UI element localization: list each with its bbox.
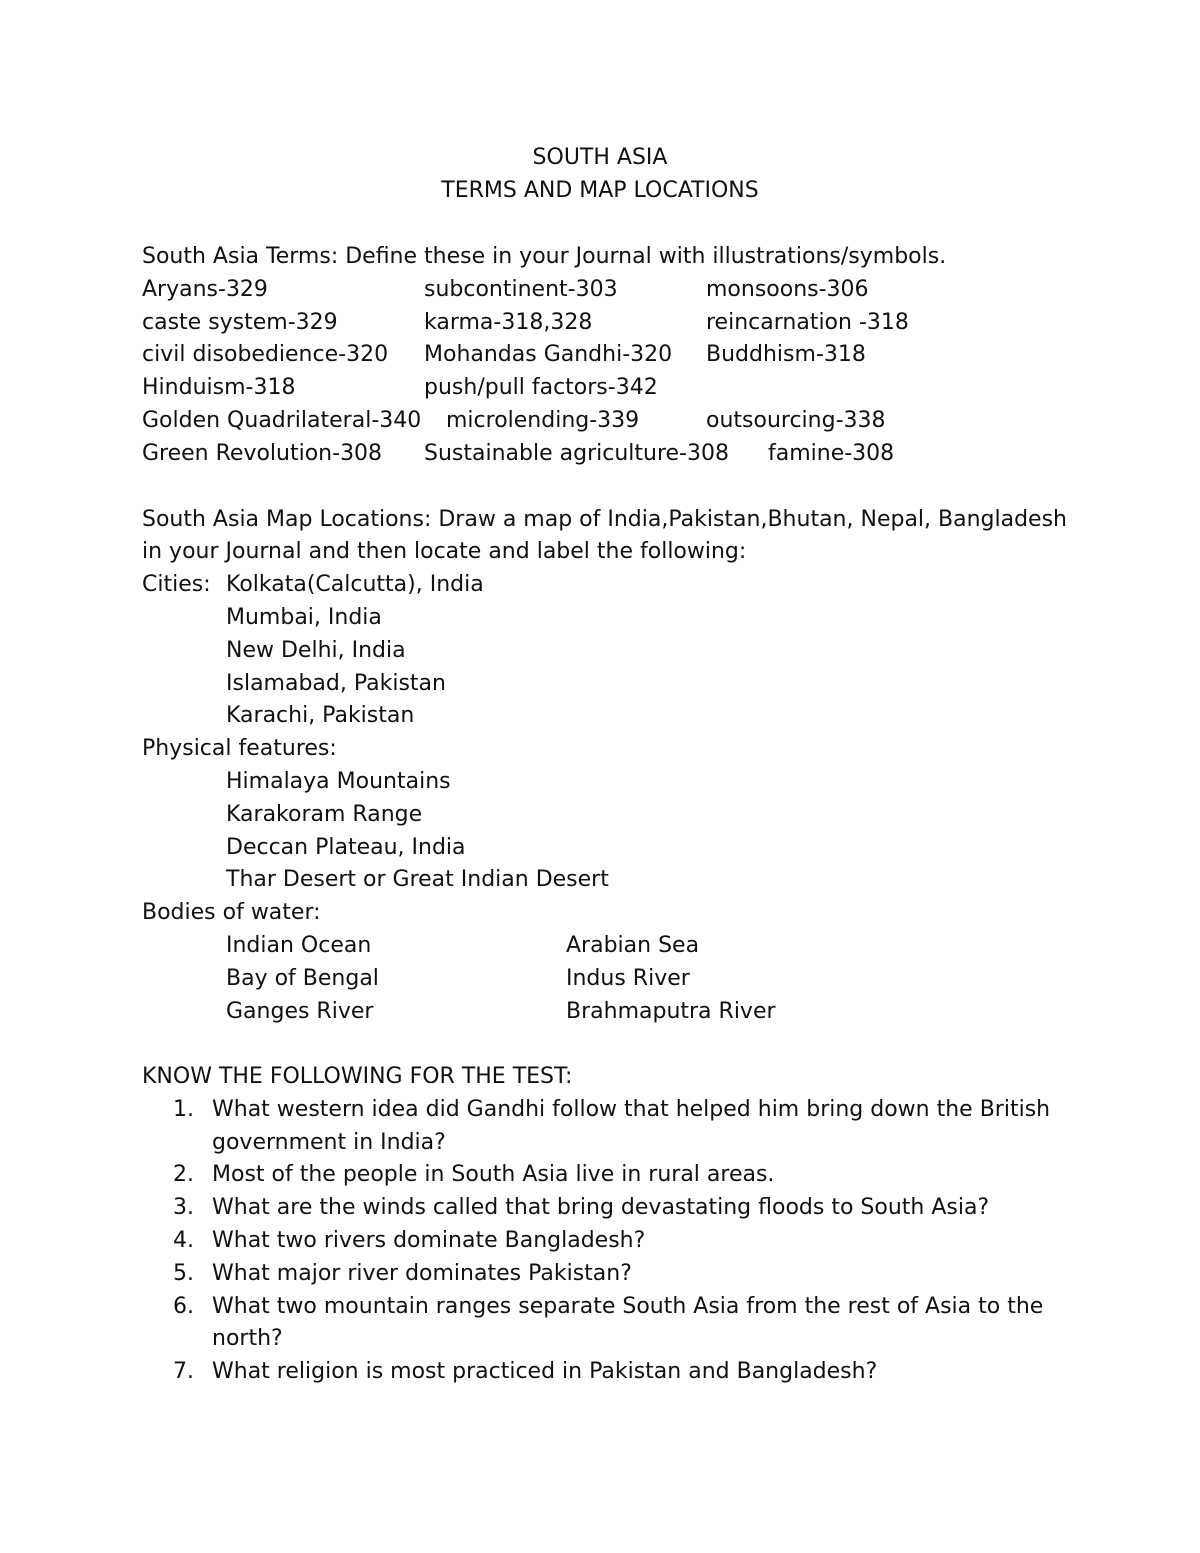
list-number: 6. (173, 1294, 194, 1319)
test-heading: KNOW THE FOLLOWING FOR THE TEST: (142, 1064, 573, 1089)
city-item: Mumbai, India (226, 605, 382, 630)
city-item: New Delhi, India (226, 638, 406, 663)
list-number: 3. (173, 1195, 194, 1220)
physical-item: Karakoram Range (226, 802, 423, 827)
city-item: Karachi, Pakistan (226, 703, 415, 728)
title-line-2: TERMS AND MAP LOCATIONS (441, 178, 759, 203)
term-cell: Aryans-329 (142, 277, 268, 302)
list-number: 1. (173, 1097, 194, 1122)
term-cell: civil disobedience-320 (142, 342, 389, 367)
list-number: 7. (173, 1359, 194, 1384)
question-text: Most of the people in South Asia live in rural areas. (212, 1162, 775, 1187)
list-number: 2. (173, 1162, 194, 1187)
physical-item: Himalaya Mountains (226, 769, 451, 794)
map-intro-line-2: in your Journal and then locate and label the following: (142, 539, 747, 564)
term-cell: caste system-329 (142, 310, 338, 335)
cities-label: Cities: (142, 572, 211, 597)
term-cell: Green Revolution-308 (142, 441, 383, 466)
water-item: Arabian Sea (566, 933, 700, 958)
term-cell: Hinduism-318 (142, 375, 296, 400)
water-item: Bay of Bengal (226, 966, 379, 991)
list-number: 4. (173, 1228, 194, 1253)
question-text: What are the winds called that bring devastating floods to South Asia? (212, 1195, 990, 1220)
question-text-continued: government in India? (212, 1130, 446, 1155)
physical-label: Physical features: (142, 736, 337, 761)
term-cell: Buddhism-318 (706, 342, 866, 367)
term-cell: Sustainable agriculture-308 (424, 441, 729, 466)
question-text: What two rivers dominate Bangladesh? (212, 1228, 646, 1253)
list-number: 5. (173, 1261, 194, 1286)
physical-item: Thar Desert or Great Indian Desert (226, 867, 609, 892)
water-item: Indian Ocean (226, 933, 372, 958)
question-text: What two mountain ranges separate South Asia from the rest of Asia to the (212, 1294, 1044, 1319)
city-item: Islamabad, Pakistan (226, 671, 446, 696)
map-intro-line-1: South Asia Map Locations: Draw a map of India,Pakistan,Bhutan, Nepal, Bangladesh (142, 507, 1067, 532)
term-cell: microlending-339 (446, 408, 640, 433)
water-item: Brahmaputra River (566, 999, 776, 1024)
term-cell: subcontinent-303 (424, 277, 618, 302)
city-item: Kolkata(Calcutta), India (226, 572, 484, 597)
term-cell: Golden Quadrilateral-340 (142, 408, 422, 433)
question-text: What western idea did Gandhi follow that helped him bring down the British (212, 1097, 1051, 1122)
question-text: What major river dominates Pakistan? (212, 1261, 632, 1286)
title-line-1: SOUTH ASIA (532, 145, 668, 170)
term-cell: Mohandas Gandhi-320 (424, 342, 673, 367)
question-text-continued: north? (212, 1326, 283, 1351)
term-cell: outsourcing-338 (706, 408, 886, 433)
term-cell: monsoons-306 (706, 277, 869, 302)
question-text: What religion is most practiced in Pakistan and Bangladesh? (212, 1359, 878, 1384)
water-label: Bodies of water: (142, 900, 321, 925)
term-cell: famine-308 (768, 441, 895, 466)
term-cell: push/pull factors-342 (424, 375, 658, 400)
water-item: Indus River (566, 966, 690, 991)
physical-item: Deccan Plateau, India (226, 835, 466, 860)
water-item: Ganges River (226, 999, 374, 1024)
term-cell: karma-318,328 (424, 310, 593, 335)
term-cell: reincarnation -318 (706, 310, 909, 335)
terms-intro: South Asia Terms: Define these in your Journal with illustrations/symbols. (142, 244, 947, 269)
